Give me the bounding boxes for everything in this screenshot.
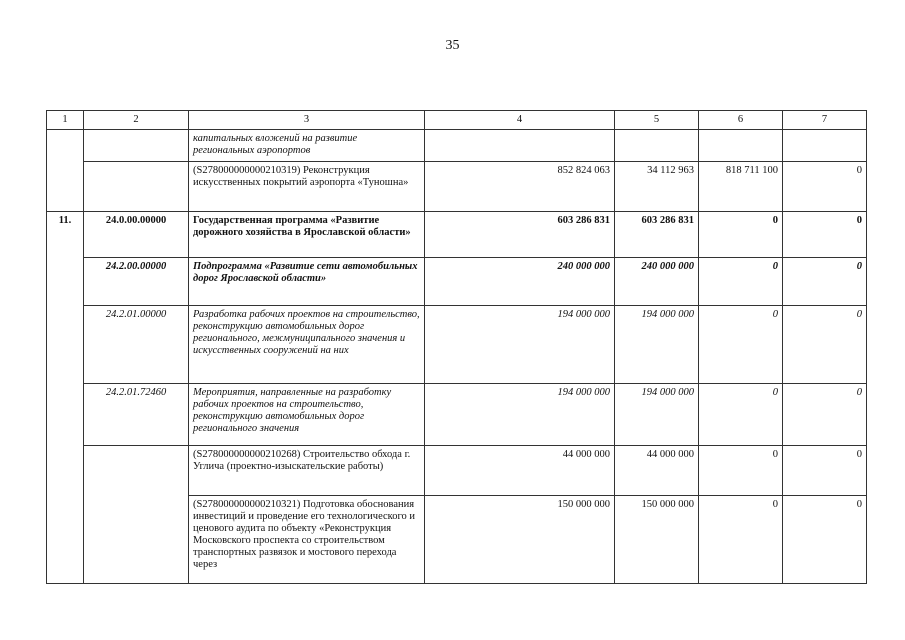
row-col6: 0 (699, 212, 783, 258)
column-header: 6 (699, 111, 783, 130)
row-col6: 0 (699, 384, 783, 446)
row-col4: 150 000 000 (425, 496, 615, 584)
page-number: 35 (445, 38, 460, 53)
row-col4: 240 000 000 (425, 258, 615, 306)
row-col6: 818 711 100 (699, 162, 783, 212)
row-name: Государственная программа «Развитие дорожного хозяйства в Ярославской области» (189, 212, 425, 258)
row-index (47, 446, 84, 496)
row-col5: 194 000 000 (615, 384, 699, 446)
row-index (47, 306, 84, 384)
row-col4: 194 000 000 (425, 384, 615, 446)
row-code: 24.2.00.00000 (84, 258, 189, 306)
table-row (47, 212, 867, 258)
row-col5 (615, 130, 699, 162)
row-name: Подпрограмма «Развитие сети автомобильных дорог Ярославской области» (189, 258, 425, 306)
column-header: 7 (783, 111, 867, 130)
row-index (47, 130, 84, 162)
row-code (84, 446, 189, 496)
row-index (47, 162, 84, 212)
row-col7: 0 (783, 162, 867, 212)
table-row (47, 258, 867, 306)
row-col6 (699, 130, 783, 162)
table-row (47, 446, 867, 496)
table-row (47, 384, 867, 446)
row-col5: 194 000 000 (615, 306, 699, 384)
row-index: 11. (47, 212, 84, 258)
row-col6: 0 (699, 306, 783, 384)
row-index (47, 258, 84, 306)
row-col5: 240 000 000 (615, 258, 699, 306)
row-col5: 603 286 831 (615, 212, 699, 258)
budget-table (46, 110, 867, 584)
row-code (84, 130, 189, 162)
row-col7 (783, 130, 867, 162)
row-col7: 0 (783, 212, 867, 258)
table-row (47, 496, 867, 584)
row-col7: 0 (783, 306, 867, 384)
table-row (47, 306, 867, 384)
column-header: 4 (425, 111, 615, 130)
row-code: 24.2.01.00000 (84, 306, 189, 384)
row-col5: 34 112 963 (615, 162, 699, 212)
column-header: 5 (615, 111, 699, 130)
row-col6: 0 (699, 258, 783, 306)
row-code (84, 496, 189, 584)
row-col4: 44 000 000 (425, 446, 615, 496)
row-name: (S278000000000210321) Подготовка обоснования инвестиций и проведение его технологического и ценового аудита по объекту «Реконструкция Московского проспекта со строительством транспортных развязок и мостового перехода через (189, 496, 425, 584)
row-col6: 0 (699, 496, 783, 584)
row-col7: 0 (783, 258, 867, 306)
row-col5: 150 000 000 (615, 496, 699, 584)
row-index (47, 384, 84, 446)
column-header: 3 (189, 111, 425, 130)
column-header: 1 (47, 111, 84, 130)
row-name: Мероприятия, направленные на разработку рабочих проектов на строительство, реконструкцию автомобильных дорог регионального значения (189, 384, 425, 446)
row-code: 24.0.00.00000 (84, 212, 189, 258)
table-row (47, 130, 867, 162)
column-header: 2 (84, 111, 189, 130)
row-col4: 852 824 063 (425, 162, 615, 212)
row-name: (S278000000000210268) Строительство обхода г. Углича (проектно-изыскательские работы) (189, 446, 425, 496)
row-col5: 44 000 000 (615, 446, 699, 496)
row-col4: 603 286 831 (425, 212, 615, 258)
row-name: Разработка рабочих проектов на строительство, реконструкцию автомобильных дорог регионального, межмуниципального значения и искусственных сооружений на них (189, 306, 425, 384)
table-row (47, 162, 867, 212)
row-col4 (425, 130, 615, 162)
header-row (47, 111, 867, 130)
row-name: (S278000000000210319) Реконструкция искусственных покрытий аэропорта «Туношна» (189, 162, 425, 212)
row-col7: 0 (783, 446, 867, 496)
row-code: 24.2.01.72460 (84, 384, 189, 446)
row-col7: 0 (783, 384, 867, 446)
row-code (84, 162, 189, 212)
row-col6: 0 (699, 446, 783, 496)
row-name: капитальных вложений на развитие региональных аэропортов (189, 130, 425, 162)
row-col7: 0 (783, 496, 867, 584)
row-index (47, 496, 84, 584)
row-col4: 194 000 000 (425, 306, 615, 384)
